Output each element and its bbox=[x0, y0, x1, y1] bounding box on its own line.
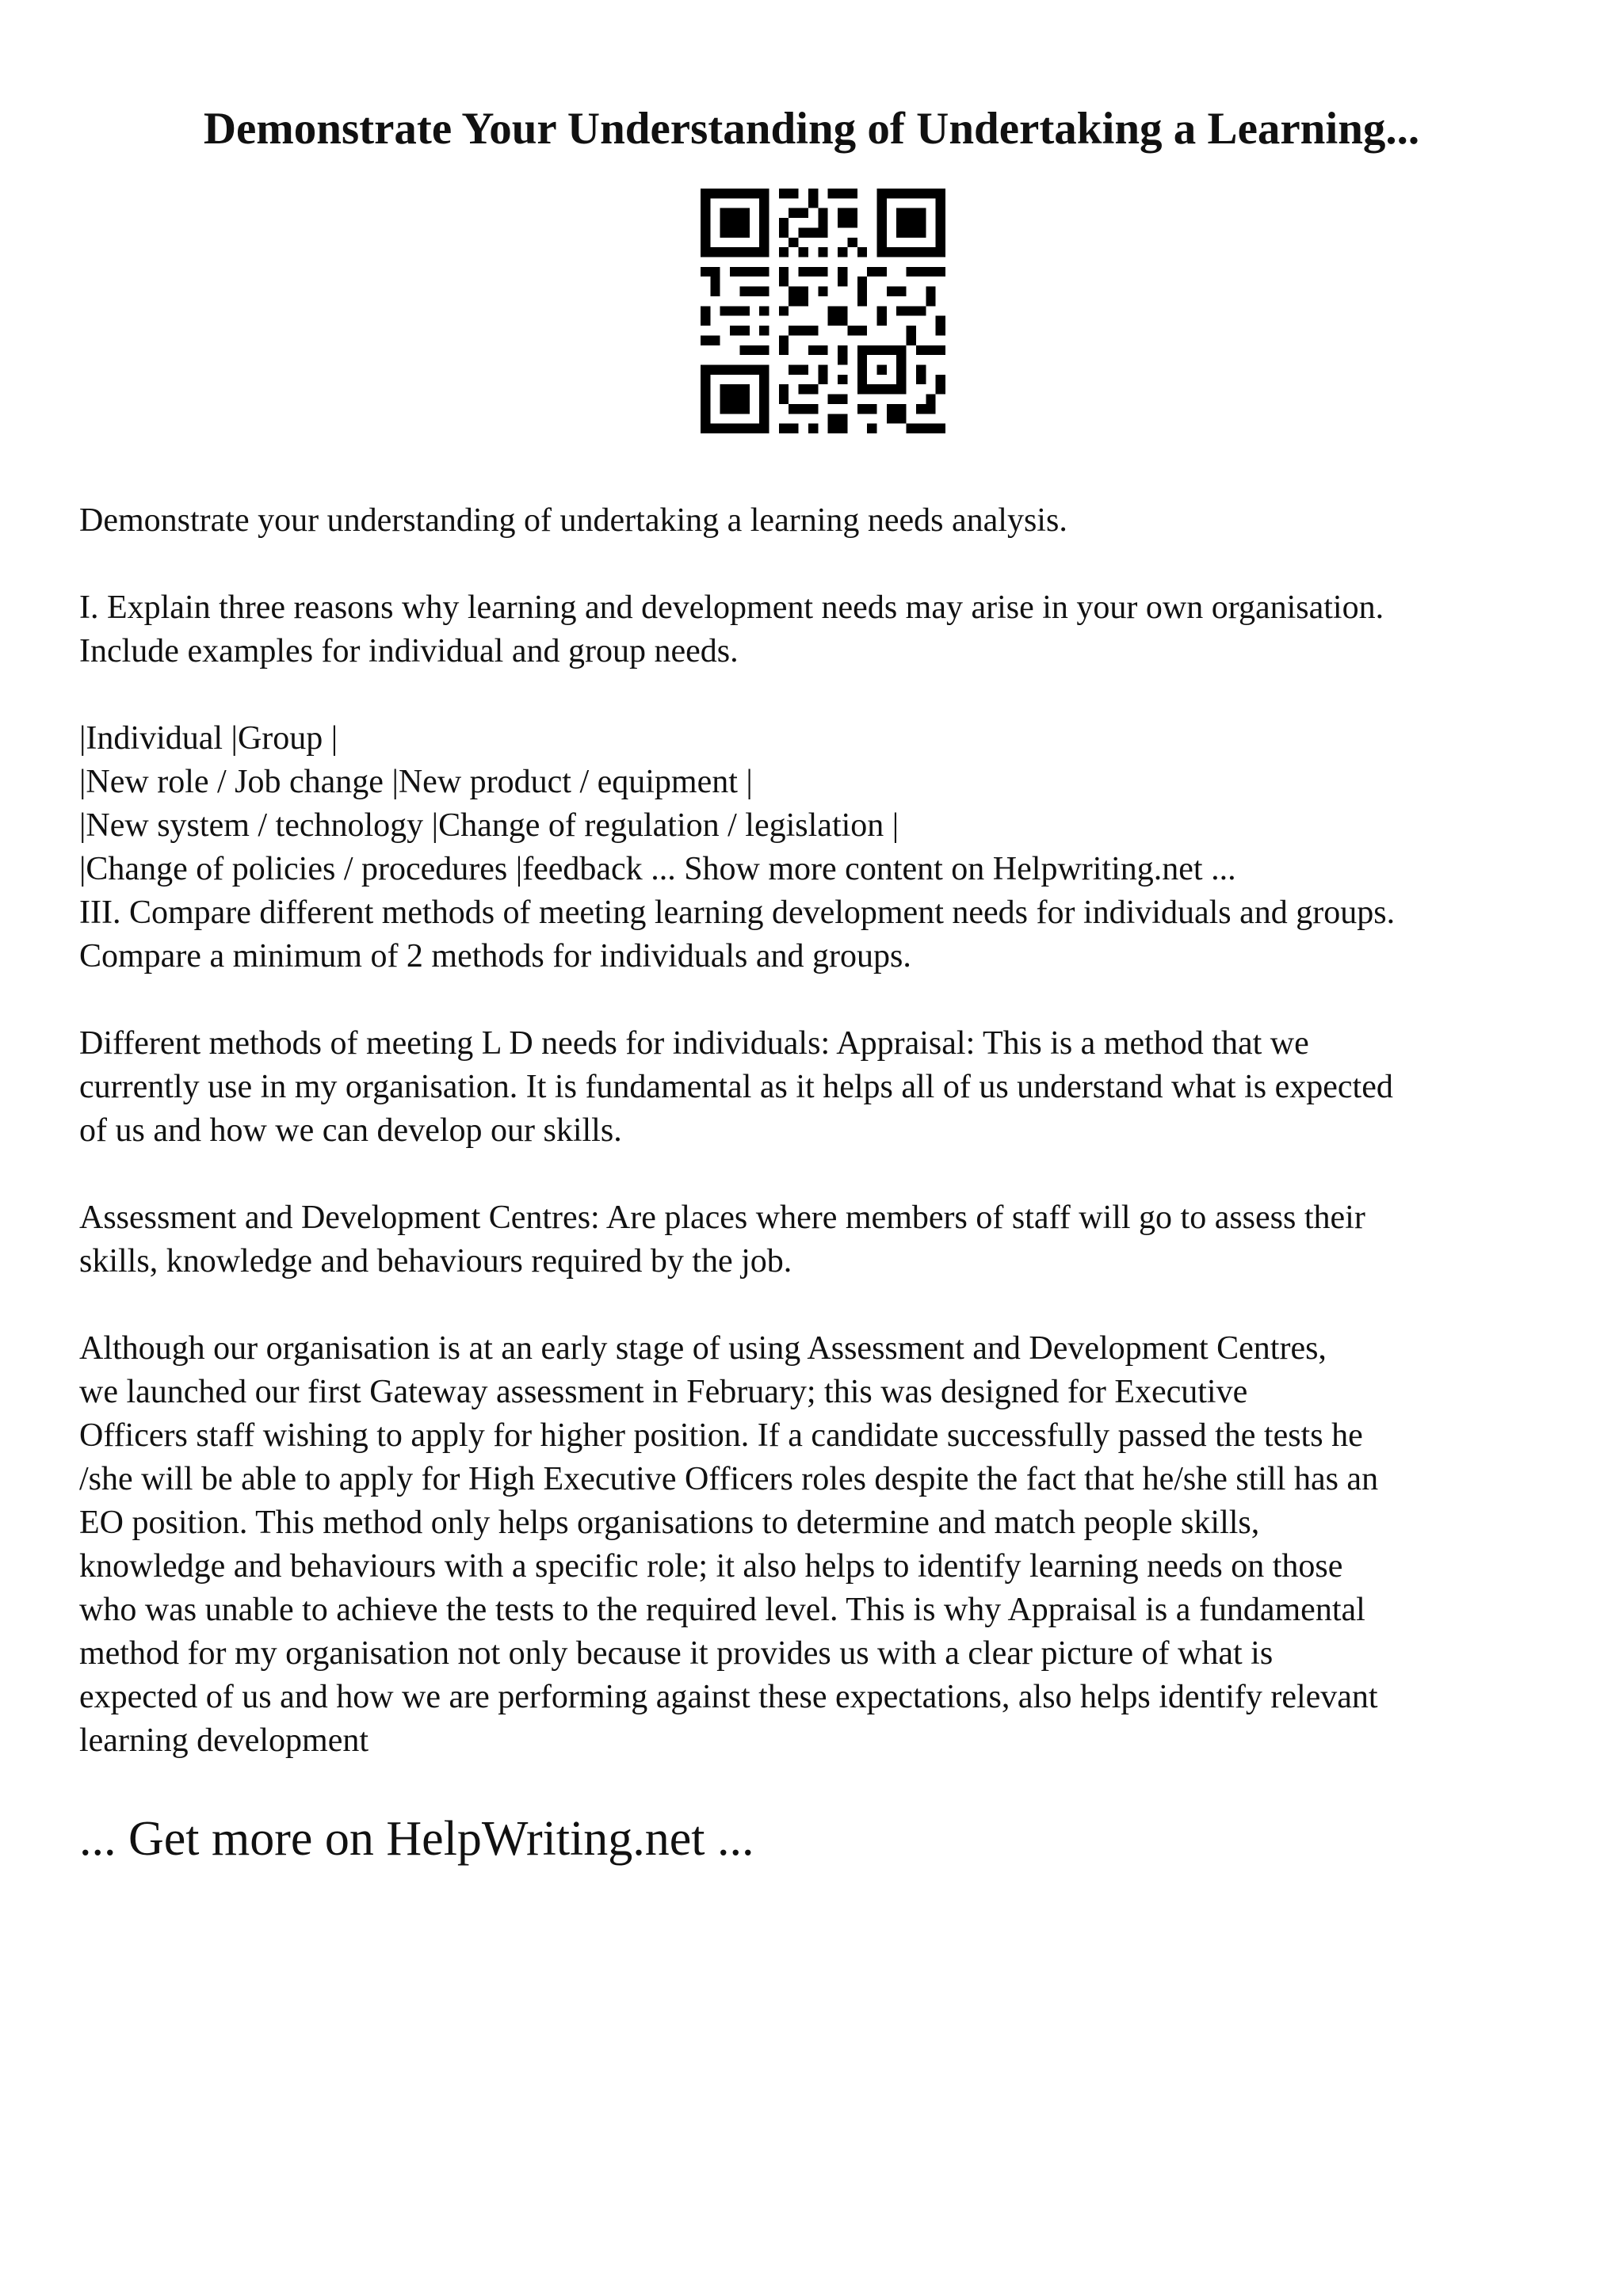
text-line: EO position. This method only helps organisations to determine and match people skills, bbox=[79, 1505, 1260, 1541]
text-line: Compare a minimum of 2 methods for individuals and groups. bbox=[79, 938, 911, 974]
methods-paragraph bbox=[79, 1022, 1553, 1153]
document-body bbox=[79, 499, 1553, 1763]
text-line: we launched our first Gateway assessment in February; this was designed for Executive bbox=[79, 1374, 1248, 1410]
text-line: skills, knowledge and behaviours required by the job. bbox=[79, 1243, 792, 1280]
table-paragraph bbox=[79, 717, 1553, 978]
text-line: Include examples for individual and group needs. bbox=[79, 633, 739, 669]
text-line: currently use in my organisation. It is fundamental as it helps all of us understand what is expected bbox=[79, 1069, 1393, 1105]
text-line: Different methods of meeting L D needs for individuals: Appraisal: This is a method that we bbox=[79, 1025, 1309, 1062]
text-line: learning development bbox=[79, 1722, 369, 1759]
text-line: knowledge and behaviours with a specific role; it also helps to identify learning needs on those bbox=[79, 1548, 1343, 1585]
text-line: I. Explain three reasons why learning and development needs may arise in your own organisation. bbox=[79, 589, 1384, 626]
text-line: III. Compare different methods of meeting learning development needs for individuals and groups. bbox=[79, 894, 1396, 931]
text-line: Assessment and Development Centres: Are places where members of staff will go to assess their bbox=[79, 1199, 1365, 1236]
text-line: Demonstrate your understanding of undertaking a learning needs analysis. bbox=[79, 502, 1067, 539]
get-more-link[interactable]: ... Get more on HelpWriting.net ... bbox=[79, 1812, 754, 1866]
table-row: |New system / technology |Change of regulation / legislation | bbox=[79, 807, 899, 844]
intro-paragraph bbox=[79, 499, 1553, 543]
centres-paragraph bbox=[79, 1196, 1553, 1283]
text-line: expected of us and how we are performing against these expectations, also helps identify relevant bbox=[79, 1679, 1378, 1715]
text-line: Although our organisation is at an early stage of using Assessment and Development Centres, bbox=[79, 1330, 1327, 1367]
page-title: Demonstrate Your Understanding of Undertaking a Learning... bbox=[203, 104, 1420, 154]
table-row: |Change of policies / procedures |feedback ... Show more content on Helpwriting.net ... bbox=[79, 851, 1236, 887]
text-line: /she will be able to apply for High Executive Officers roles despite the fact that he/she still has an bbox=[79, 1461, 1379, 1497]
text-line: who was unable to achieve the tests to the required level. This is why Appraisal is a fundamental bbox=[79, 1592, 1365, 1628]
final-paragraph bbox=[79, 1327, 1553, 1763]
text-line: method for my organisation not only because it provides us with a clear picture of what is bbox=[79, 1635, 1274, 1672]
text-line: Officers staff wishing to apply for higher position. If a candidate successfully passed the tests he bbox=[79, 1417, 1363, 1454]
qr-code-icon bbox=[701, 189, 945, 433]
question-paragraph bbox=[79, 586, 1553, 673]
table-row: |Individual |Group | bbox=[79, 720, 338, 757]
table-row: |New role / Job change |New product / equipment | bbox=[79, 764, 753, 800]
text-line: of us and how we can develop our skills. bbox=[79, 1112, 622, 1149]
